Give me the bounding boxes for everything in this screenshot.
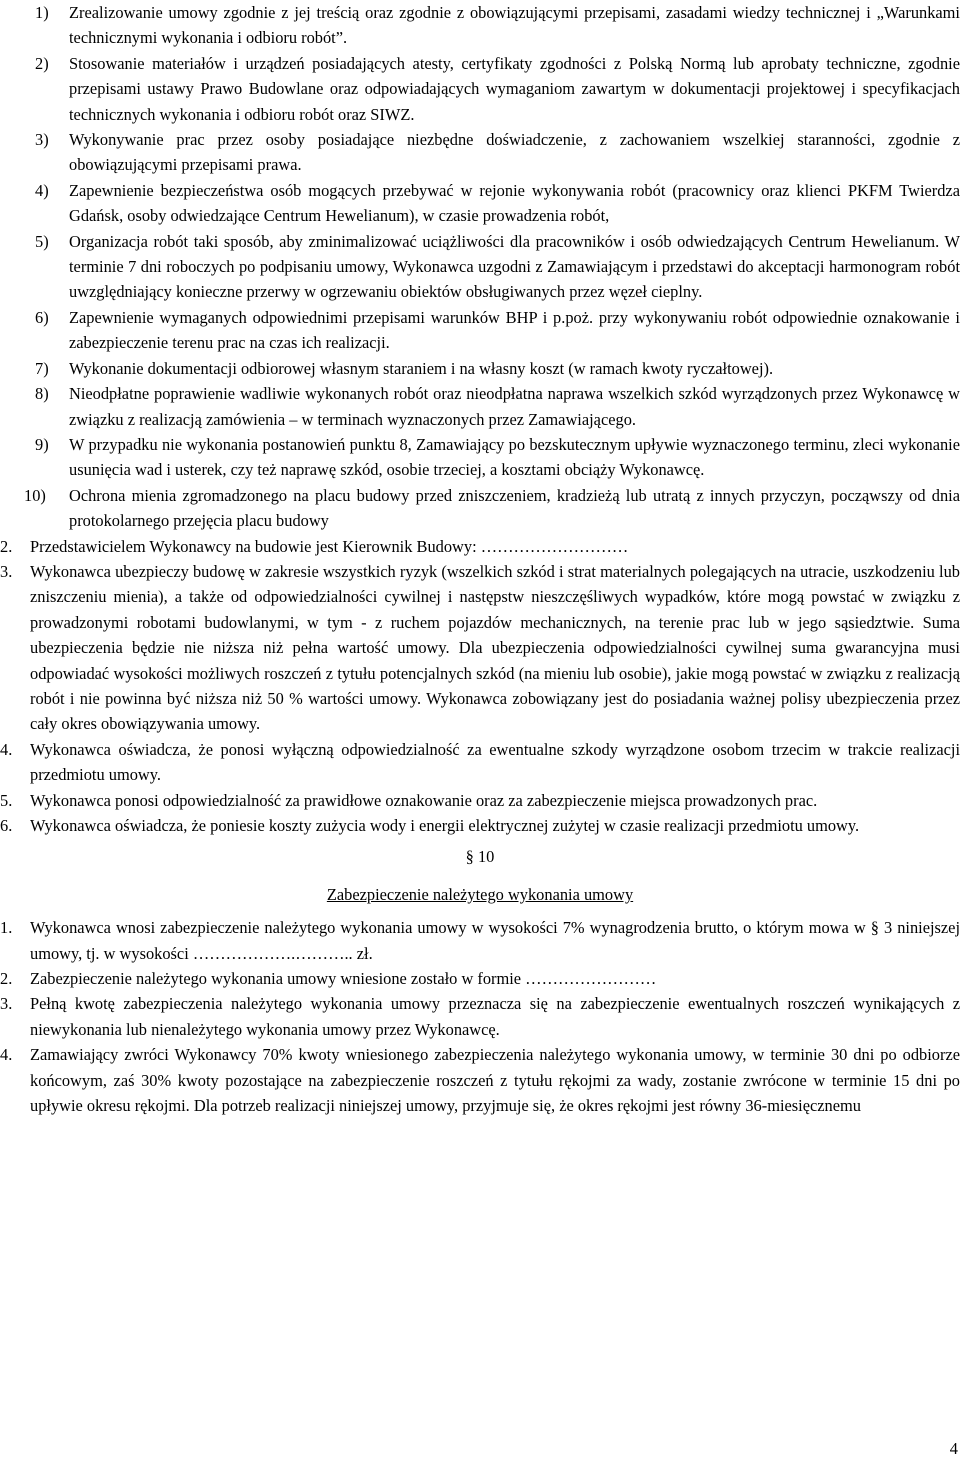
item-number: 2): [35, 53, 49, 73]
item-text: Pełną kwotę zabezpieczenia należytego wykonania umowy przeznacza się na zabezpieczenie ewentualnych roszczeń wynikających z niewykonania lub nienależytego wykonania umowy przez Wykonawcę.: [30, 994, 960, 1039]
item-text: Wykonywanie prac przez osoby posiadające niezbędne doświadczenie, z zachowaniem wszelkiej staranności, zgodnie z obowiązującymi przepisami prawa.: [69, 130, 960, 175]
item-text: Zapewnienie bezpieczeństwa osób mogących przebywać w rejonie wykonywania robót (pracownicy oraz klienci PKFM Twierdza Gdańsk, osoby odwiedzające Centrum Hewelianum), w czasie prowadzenia robót,: [69, 180, 960, 226]
item-text: Wykonawca oświadcza, że ponosi wyłączną odpowiedzialność za ewentualne szkody wyrządzone osobom trzecim w trakcie realizacji przedmiotu umowy.: [30, 739, 960, 785]
item-number: 7): [35, 358, 49, 378]
item-number: 2.: [0, 536, 13, 556]
item-text: Stosowanie materiałów i urządzeń posiadających atesty, certyfikaty zgodności z Polską Normą lub aprobaty techniczne, zgodnie przepisami ustawy Prawo Budowlane oraz odpowiadających wymaganiom zawartym w dokumentacji projektowej i specyfikacjach technicznych wykonania i odbioru robót oraz SIWZ.: [69, 53, 960, 124]
numbered-list-a: [0, 534, 960, 839]
item-number: 3.: [0, 994, 13, 1014]
list-item: [0, 1042, 960, 1118]
list-item: [0, 381, 960, 432]
item-number: 5.: [0, 790, 13, 810]
list-item: [0, 813, 960, 838]
numbered-list-b: [0, 915, 960, 1118]
item-number: 10): [24, 485, 46, 505]
list-item: [0, 534, 960, 559]
item-text: Przedstawicielem Wykonawcy na budowie jest Kierownik Budowy: ………………………: [30, 536, 629, 556]
item-text: Zabezpieczenie należytego wykonania umowy wniesione zostało w formie ……………………: [30, 969, 657, 989]
item-text: Organizacja robót taki sposób, aby zminimalizować uciążliwości dla pracowników i osób odwiedzających Centrum Hewelianum. W terminie 7 dni roboczych po podpisaniu umowy, Wykonawca uzgodni z Zamawiającym i przedstawi do akceptacji harmonogram robót uwzględniający konieczne przerwy w ogrzewaniu obiektów obsługiwanych przez węzeł cieplny.: [69, 231, 960, 302]
item-number: 6): [35, 307, 49, 327]
item-number: 2.: [0, 969, 13, 989]
list-item: [0, 966, 960, 991]
list-item: [0, 483, 960, 534]
item-number: 1): [35, 3, 49, 22]
list-item: [0, 127, 960, 178]
item-number: 3.: [0, 561, 13, 581]
list-item: [0, 559, 960, 737]
list-item: [0, 229, 960, 305]
item-text: Wykonawca ponosi odpowiedzialność za prawidłowe oznakowanie oraz za zabezpieczenie miejsca prowadzonych prac.: [30, 790, 818, 810]
section-heading: [0, 882, 960, 907]
item-number: 4.: [0, 1045, 13, 1065]
item-number: 3): [35, 130, 49, 150]
list-item: [0, 915, 960, 966]
item-text: Zamawiający zwróci Wykonawcy 70% kwoty wniesionego zabezpieczenia należytego wykonania umowy, w terminie 30 dni po odbiorze końcowym, zaś 30% kwoty pozostające na zabezpieczenie roszczeń z tytułu rękojmi za wady, zostanie zwrócone w terminie 15 dni po upływie okresu rękojmi. Dla potrzeb realizacji niniejszej umowy, przyjmuje się, że okres rękojmi jest równy 36-miesięcznemu: [30, 1045, 960, 1116]
sub-list: [0, 0, 960, 534]
item-text: Nieodpłatne poprawienie wadliwie wykonanych robót oraz nieodpłatna naprawa wszelkich szkód wyrządzonych przez Wykonawcę w związku z realizacją zamówienia – w terminach wyznaczonych przez Zamawiającego.: [69, 384, 960, 429]
item-number: 4.: [0, 739, 13, 759]
list-item: [0, 788, 960, 813]
list-item: [0, 0, 960, 51]
item-text: Zrealizowanie umowy zgodnie z jej treścią oraz zgodnie z obowiązującymi przepisami, zasadami wiedzy technicznej i „Warunkami technicznymi wykonania i odbioru robót”.: [69, 3, 960, 48]
item-text: W przypadku nie wykonania postanowień punktu 8, Zamawiający po bezskutecznym upływie wyznaczonego terminu, zleci wykonanie usunięcia wad i usterek, czy też naprawę szkód, osobie trzeciej, a kosztami obciąży Wykonawcę.: [69, 434, 960, 480]
item-number: 4): [35, 180, 49, 200]
section-title: Zabezpieczenie należytego wykonania umowy: [326, 884, 634, 904]
item-number: 1.: [0, 918, 13, 938]
item-number: 6.: [0, 816, 13, 835]
item-text: Ochrona mienia zgromadzonego na placu budowy przed zniszczeniem, kradzieżą lub utratą z innych przyczyn, począwszy od dnia protokolarnego przejęcia placu budowy: [69, 485, 960, 531]
item-text: Zapewnienie wymaganych odpowiednimi przepisami warunków BHP i p.poż. przy wykonywaniu robót odpowiednie oznakowanie i zabezpieczenie terenu prac na czas ich realizacji.: [69, 307, 960, 353]
item-text: Wykonawca wnosi zabezpieczenie należytego wykonania umowy w wysokości 7% wynagrodzenia brutto, o którym mowa w § 3 niniejszej umowy, tj. w wysokości ……………….……….. zł.: [30, 918, 960, 963]
item-text: Wykonawca oświadcza, że poniesie koszty zużycia wody i energii elektrycznej zużytej w czasie realizacji przedmiotu umowy.: [30, 816, 860, 835]
list-item: [0, 991, 960, 1042]
item-number: 9): [35, 434, 49, 454]
page-number: 4: [949, 1438, 958, 1458]
item-number: 8): [35, 384, 49, 404]
list-item: [0, 51, 960, 127]
list-item: [0, 737, 960, 788]
section-symbol: § 10: [465, 847, 495, 867]
list-item: [0, 432, 960, 483]
list-item: [0, 356, 960, 381]
list-item: [0, 305, 960, 356]
item-text: Wykonanie dokumentacji odbiorowej własnym staraniem i na własny koszt (w ramach kwoty ryczałtowej).: [69, 358, 774, 378]
list-item: [0, 178, 960, 229]
item-text: Wykonawca ubezpieczy budowę w zakresie wszystkich ryzyk (wszelkich szkód i strat materialnych polegających na utracie, uszkodzeniu lub zniszczeniu mienia), a także od odpowiedzialności cywilnej i następstw nieszczęśliwych wypadków, które mogą powstać w związku z prowadzonymi robotami budowlanymi, w tym - z ruchem pojazdów mechanicznych, na terenie prac lub w jego sąsiedztwie. Suma ubezpieczenia będzie nie niższa niż pełna wartość umowy. Dla ubezpieczenia odpowiedzialności cywilnej suma gwarancyjna musi odpowiadać wysokości możliwych roszczeń z tytułu potencjalnych szkód (na mieniu lub osobie), jakie mogą powstać w związku z realizacją robót i nie powinna być niższa niż 50 % wartości umowy. Wykonawca zobowiązany jest do posiadania ważnej polisy ubezpieczenia przez cały okres obowiązywania umowy.: [30, 561, 960, 734]
item-number: 5): [35, 231, 49, 251]
